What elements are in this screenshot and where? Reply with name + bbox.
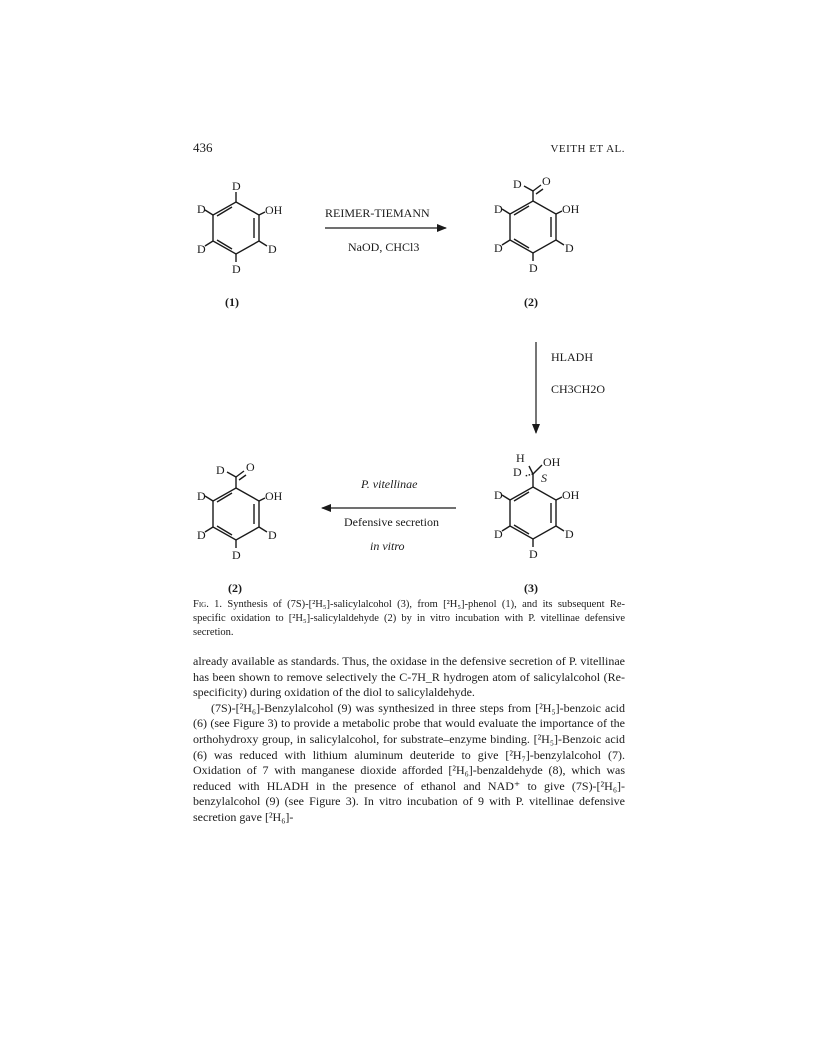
- reagent-label: NaOD, CHCl3: [348, 240, 420, 254]
- atom-label: H: [516, 451, 525, 465]
- running-head: VEITH ET AL.: [550, 143, 625, 155]
- stereo-label: S: [541, 471, 547, 485]
- atom-label: D: [216, 463, 225, 477]
- atom-label: OH: [543, 455, 561, 469]
- page-number: 436: [193, 140, 213, 155]
- atom-label: D: [529, 547, 538, 561]
- atom-label: D: [565, 241, 574, 255]
- atom-label: D: [494, 241, 503, 255]
- reagent-label: in vitro: [370, 539, 405, 553]
- caption-text: Synthesis of (7S)-[²H₅]-salicylalcohol (3), from [²H₅]-phenol (1), and its subsequent Re-specific oxidation to [²H₅]-salicylaldehyde (2) by in vitro incubation with P. vitellinae defensive secretion.: [193, 599, 625, 638]
- atom-label: OH: [265, 489, 283, 503]
- atom-label: D: [197, 528, 206, 542]
- atom-label: D: [513, 177, 522, 191]
- reagent-label: Defensive secretion: [344, 515, 439, 529]
- atom-label: OH: [265, 203, 283, 217]
- atom-label: D: [232, 262, 241, 276]
- compound-label: (1): [225, 295, 239, 309]
- atom-label: OH: [562, 488, 580, 502]
- reagent-label: CH3CH2O: [551, 382, 606, 396]
- atom-label: D: [232, 548, 241, 562]
- atom-label: O: [542, 174, 551, 188]
- atom-label: D: [232, 179, 241, 193]
- atom-label: D: [268, 242, 277, 256]
- atom-label: D: [494, 202, 503, 216]
- reagent-label: HLADH: [551, 350, 593, 364]
- reagent-label: P. vitellinae: [361, 477, 418, 491]
- compound-3-structure: [502, 465, 564, 547]
- atom-label: D: [197, 242, 206, 256]
- atom-label: D: [494, 527, 503, 541]
- reagent-label: REIMER-TIEMANN: [325, 206, 430, 220]
- atom-label: D: [513, 465, 522, 479]
- compound-2-bottom-structure: [205, 471, 267, 548]
- compound-1-structure: [205, 192, 267, 262]
- atom-label: D: [494, 488, 503, 502]
- atom-label: D: [529, 261, 538, 275]
- compound-label: (3): [524, 581, 538, 595]
- atom-label: O: [246, 460, 255, 474]
- atom-label: D: [268, 528, 277, 542]
- figure-caption: [193, 598, 625, 640]
- compound-2-top-structure: [502, 185, 564, 261]
- compound-label: (2): [228, 581, 242, 595]
- atom-label: D: [197, 202, 206, 216]
- atom-label: D: [565, 527, 574, 541]
- body-text: [193, 654, 625, 826]
- paragraph: already available as standards. Thus, the oxidase in the defensive secretion of P. vitellinae has been shown to remove selectively the C-7H_R hydrogen atom of salicylalcohol (Re-specificity) during oxidation of the diol to salicylaldehyde.: [193, 654, 625, 700]
- caption-label: Fig. 1.: [193, 599, 223, 610]
- atom-label: OH: [562, 202, 580, 216]
- compound-label: (2): [524, 295, 538, 309]
- atom-label: D: [197, 489, 206, 503]
- paragraph: (7S)-[²H₆]-Benzylalcohol (9) was synthesized in three steps from [²H₅]-benzoic acid (6) (see Figure 3) to provide a metabolic probe that would evaluate the importance of the orthohydroxy group, in salicylalcohol, for substrate–enzyme binding. [²H₅]-Benzoic acid (6) was reduced with lithium aluminum deuteride to give [²H₇]-benzylalcohol (7). Oxidation of 7 with manganese dioxide afforded [²H₆]-benzaldehyde (8), which was reduced with HLADH in the presence of ethanol and NAD⁺ to give (7S)-[²H₆]-benzylalcohol (9) (see Figure 3). In vitro incubation of 9 with P. vitellinae defensive secretion gave [²H₆]-: [193, 700, 625, 824]
